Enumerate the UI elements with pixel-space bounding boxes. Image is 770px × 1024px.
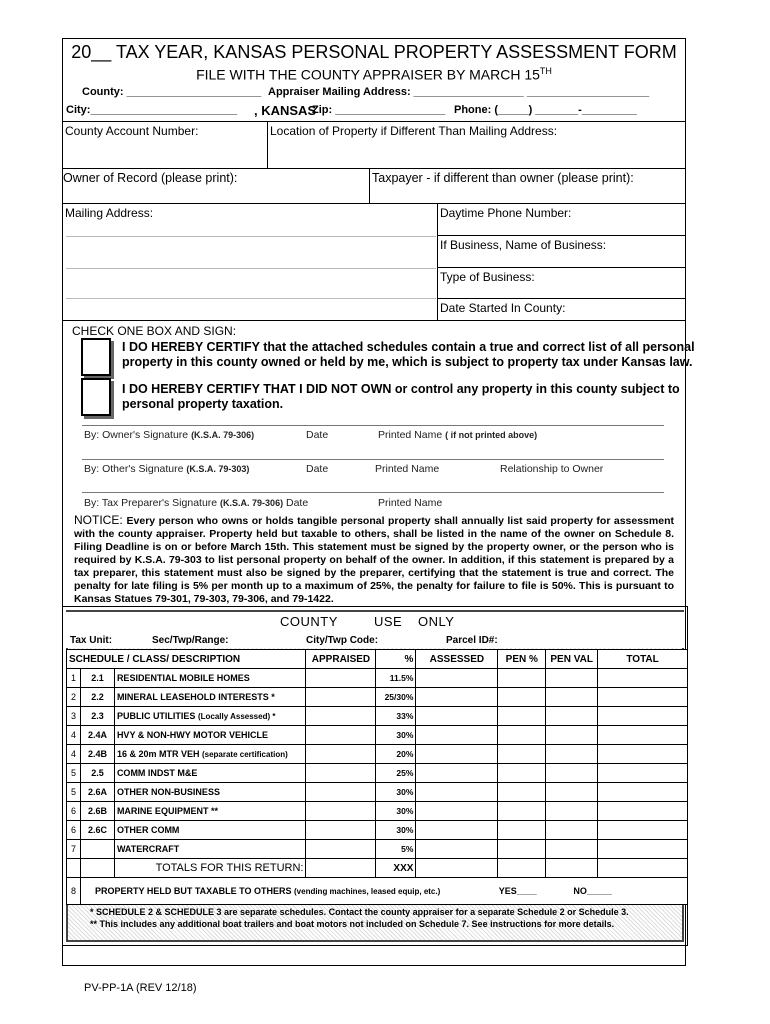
appraised-cell[interactable] bbox=[306, 688, 376, 707]
row-desc bbox=[114, 840, 306, 859]
schedule-row bbox=[67, 669, 688, 688]
row-num: 5 bbox=[67, 783, 81, 802]
assessed-cell[interactable] bbox=[416, 783, 498, 802]
notice-text: NOTICE: Every person who owns or holds tangible personal property shall annually list said property for assessment with the county appraiser. Property held but taxable to others, shall be listed in the name of the owner on Schedule 8. Filing Deadline is on or before March 15th. This statement must be signed by the property owner, or the person who is required by K.S.A. 79-303 to list personal property on behalf of the owner. In addition, if this statement is prepared by a tax preparer, this statement must also be signed by the preparer, certifying that the statement is true and correct. The penalty for late filing is 5% per month up to a maximum of 25%, the penalty for failure to file is 50%. This is pursuant to Kansas Statues 79-301, 79-303, 79-306, and 79-1422. bbox=[74, 513, 674, 605]
row-desc-text: RESIDENTIAL MOBILE HOMES bbox=[116, 673, 250, 683]
total-cell[interactable] bbox=[598, 669, 688, 688]
pen-val-cell[interactable] bbox=[546, 783, 598, 802]
owner-date-label: Date bbox=[306, 429, 329, 441]
owner-signature-label: By: Owner's Signature (K.S.A. 79-306) bbox=[84, 429, 255, 441]
pen-val-cell[interactable] bbox=[546, 821, 598, 840]
row-num: 6 bbox=[67, 802, 81, 821]
appraised-cell[interactable] bbox=[306, 802, 376, 821]
pen-pct-cell[interactable] bbox=[498, 669, 546, 688]
city-twp-label: City/Twp Code: bbox=[306, 635, 379, 646]
pen-val-cell[interactable] bbox=[546, 802, 598, 821]
row-num: 7 bbox=[67, 840, 81, 859]
appraised-total[interactable] bbox=[306, 859, 376, 878]
pen-pct-cell[interactable] bbox=[498, 802, 546, 821]
row-desc bbox=[114, 688, 306, 707]
owner-of-record-field[interactable] bbox=[62, 168, 370, 204]
pen-val-cell[interactable] bbox=[546, 745, 598, 764]
pen-val-cell[interactable] bbox=[546, 726, 598, 745]
pct-cell: 33% bbox=[376, 707, 416, 726]
pen-val-cell[interactable] bbox=[546, 840, 598, 859]
taxpayer-field[interactable] bbox=[369, 168, 686, 204]
assessed-total[interactable] bbox=[416, 859, 498, 878]
row-desc-text: OTHER COMM bbox=[116, 825, 180, 835]
schedule-row bbox=[67, 821, 688, 840]
row-desc bbox=[114, 764, 306, 783]
row-desc bbox=[114, 783, 306, 802]
row-desc-text: MARINE EQUIPMENT ** bbox=[116, 806, 218, 816]
sec-twp-label: Sec/Twp/Range: bbox=[152, 635, 229, 646]
row-desc bbox=[114, 726, 306, 745]
col-header: PEN VAL bbox=[546, 650, 598, 669]
zip-label[interactable]: Zip: __________________ bbox=[312, 104, 446, 116]
assessed-cell[interactable] bbox=[416, 821, 498, 840]
location-field[interactable] bbox=[267, 121, 686, 169]
form-subtitle: FILE WITH THE COUNTY APPRAISER BY MARCH 15TH bbox=[196, 66, 552, 83]
row-code: 2.6A bbox=[80, 783, 114, 802]
form-title: 20__ TAX YEAR, KANSAS PERSONAL PROPERTY ASSESSMENT FORM bbox=[71, 42, 677, 62]
row-desc-text: COMM INDST M&E bbox=[116, 768, 198, 778]
pct-cell: 30% bbox=[376, 726, 416, 745]
county-use-word: ONLY bbox=[418, 614, 455, 629]
assessed-cell[interactable] bbox=[416, 745, 498, 764]
row-8 bbox=[67, 878, 688, 905]
schedule-table bbox=[66, 649, 688, 905]
other-signature-label: By: Other's Signature (K.S.A. 79-303) bbox=[84, 463, 250, 475]
county-use-word: USE bbox=[374, 614, 403, 629]
total-cell[interactable] bbox=[598, 688, 688, 707]
totals-label: TOTALS FOR THIS RETURN: bbox=[114, 859, 306, 878]
other-date-label: Date bbox=[306, 463, 329, 475]
appraised-cell[interactable] bbox=[306, 821, 376, 840]
row-desc bbox=[114, 821, 306, 840]
address-line bbox=[66, 298, 436, 299]
col-header: % bbox=[376, 650, 416, 669]
pct-cell: 25% bbox=[376, 764, 416, 783]
pen-pct-cell[interactable] bbox=[498, 745, 546, 764]
row-num: 6 bbox=[67, 821, 81, 840]
row8-no[interactable]: NO_____ bbox=[573, 886, 612, 896]
check-one-instruction: CHECK ONE BOX AND SIGN: bbox=[72, 324, 237, 338]
col-header: APPRAISED bbox=[306, 650, 376, 669]
row8-yes[interactable]: YES____ bbox=[498, 886, 537, 896]
row-desc-text: HVY & NON-HWY MOTOR VEHICLE bbox=[116, 730, 268, 740]
schedule-row bbox=[67, 802, 688, 821]
date-started-field[interactable] bbox=[437, 298, 686, 321]
business-type-field[interactable] bbox=[437, 267, 686, 299]
row-desc-text: MINERAL LEASEHOLD INTERESTS * bbox=[116, 692, 275, 702]
col-header: PEN % bbox=[498, 650, 546, 669]
owner-printed-name-label: Printed Name ( if not printed above) bbox=[378, 429, 538, 441]
kansas-label: , KANSAS bbox=[254, 103, 317, 118]
location-label: Location of Property if Different Than Mailing Address: bbox=[270, 124, 558, 138]
row8-text: PROPERTY HELD BUT TAXABLE TO OTHERS bbox=[94, 886, 294, 896]
row-desc bbox=[114, 745, 306, 764]
address-line bbox=[66, 236, 436, 237]
appraised-cell[interactable] bbox=[306, 707, 376, 726]
row8-cell bbox=[80, 878, 687, 905]
business-type-label: Type of Business: bbox=[440, 270, 535, 284]
pen-pct-cell[interactable] bbox=[498, 688, 546, 707]
phone-label[interactable]: Phone: (_____) _______-_________ bbox=[454, 104, 637, 116]
pen-val-cell[interactable] bbox=[546, 707, 598, 726]
pct-cell: 5% bbox=[376, 840, 416, 859]
schedule-row bbox=[67, 840, 688, 859]
row-desc-text: OTHER NON-BUSINESS bbox=[116, 787, 220, 797]
row-code: 2.6C bbox=[80, 821, 114, 840]
pen-pct-cell[interactable] bbox=[498, 840, 546, 859]
pen-val-cell[interactable] bbox=[546, 764, 598, 783]
appraised-cell[interactable] bbox=[306, 745, 376, 764]
row-num: 1 bbox=[67, 669, 81, 688]
assessed-cell[interactable] bbox=[416, 802, 498, 821]
row-desc-text: 16 & 20m MTR VEH bbox=[116, 749, 202, 759]
row-code: 2.3 bbox=[80, 707, 114, 726]
row-code: 2.6B bbox=[80, 802, 114, 821]
total-cell[interactable] bbox=[598, 707, 688, 726]
col-header: SCHEDULE / CLASS/ DESCRIPTION bbox=[67, 650, 306, 669]
certify-own-text: I DO HEREBY CERTIFY that the attached schedules contain a true and correct list of all personal property in this county owned or held by me, which is subject to property tax under Kansas law. bbox=[122, 340, 695, 369]
date-started-label: Date Started In County: bbox=[440, 301, 566, 315]
grand-total[interactable] bbox=[598, 859, 688, 878]
daytime-phone-field[interactable] bbox=[437, 203, 686, 236]
county-use-word: COUNTY bbox=[280, 614, 338, 629]
total-cell[interactable] bbox=[598, 783, 688, 802]
certify-not-own-text: I DO HEREBY CERTIFY THAT I DID NOT OWN or control any property in this county subject to personal property taxation. bbox=[122, 382, 680, 411]
row-desc-text: PUBLIC UTILITIES bbox=[116, 711, 198, 721]
mailing-address-label: Mailing Address: bbox=[65, 206, 154, 220]
row-code: 2.1 bbox=[80, 669, 114, 688]
pen-pct-cell[interactable] bbox=[498, 726, 546, 745]
row-desc bbox=[114, 707, 306, 726]
total-cell[interactable] bbox=[598, 821, 688, 840]
certify-not-own-checkbox[interactable] bbox=[81, 378, 111, 416]
form-revision: PV-PP-1A (REV 12/18) bbox=[84, 982, 197, 994]
business-name-field[interactable] bbox=[437, 235, 686, 268]
owner-of-record-label: Owner of Record (please print): bbox=[63, 171, 238, 185]
row-desc-note: (separate certification) bbox=[201, 750, 288, 759]
parcel-id-label: Parcel ID#: bbox=[446, 635, 498, 646]
pct-cell: 20% bbox=[376, 745, 416, 764]
pct-cell: 11.5% bbox=[376, 669, 416, 688]
pct-cell: 25/30% bbox=[376, 688, 416, 707]
row-num: 4 bbox=[67, 745, 81, 764]
col-header: TOTAL bbox=[598, 650, 688, 669]
assessed-cell[interactable] bbox=[416, 669, 498, 688]
col-header: ASSESSED bbox=[416, 650, 498, 669]
pct-cell: 30% bbox=[376, 821, 416, 840]
total-cell[interactable] bbox=[598, 745, 688, 764]
mailing-address-field[interactable] bbox=[62, 203, 438, 321]
pct-cell: 30% bbox=[376, 802, 416, 821]
schedule-row bbox=[67, 764, 688, 783]
business-name-label: If Business, Name of Business: bbox=[440, 238, 607, 252]
row-desc-text: WATERCRAFT bbox=[116, 844, 180, 854]
row-num: 3 bbox=[67, 707, 81, 726]
preparer-printed-name-label: Printed Name bbox=[378, 497, 443, 509]
county-account-field[interactable] bbox=[62, 121, 268, 169]
appraised-cell[interactable] bbox=[306, 726, 376, 745]
address-line bbox=[66, 268, 436, 269]
assessed-cell[interactable] bbox=[416, 726, 498, 745]
schedule-row bbox=[67, 726, 688, 745]
county-label[interactable]: County: ______________________ bbox=[82, 86, 262, 98]
preparer-signature-label: By: Tax Preparer's Signature (K.S.A. 79-306) Date bbox=[84, 497, 309, 509]
other-signature-line[interactable] bbox=[82, 459, 664, 460]
row-desc bbox=[114, 802, 306, 821]
row-num: 5 bbox=[67, 764, 81, 783]
county-account-label: County Account Number: bbox=[65, 124, 199, 138]
row-num: 4 bbox=[67, 726, 81, 745]
owner-signature-line[interactable] bbox=[82, 425, 664, 426]
assessed-cell[interactable] bbox=[416, 764, 498, 783]
schedule-row bbox=[67, 707, 688, 726]
preparer-signature-line[interactable] bbox=[82, 492, 664, 493]
pen-pct-cell[interactable] bbox=[498, 764, 546, 783]
totals-xxx: XXX bbox=[376, 859, 416, 878]
total-cell[interactable] bbox=[598, 764, 688, 783]
footnotes: * SCHEDULE 2 & SCHEDULE 3 are separate schedules. Contact the county appraiser for a separate Schedule 2 or Schedule 3. ** This includes any additional boat trailers and boat motors not included on Schedule 7. See instructions for more details. bbox=[90, 907, 629, 929]
daytime-phone-label: Daytime Phone Number: bbox=[440, 206, 572, 220]
row-code: 2.4B bbox=[80, 745, 114, 764]
row-desc-note: (Locally Assessed) * bbox=[197, 712, 276, 721]
appraiser-address-label[interactable]: Appraiser Mailing Address: __________________ ____________________ bbox=[268, 86, 650, 98]
row8-note: (vending machines, leased equip, etc.) bbox=[294, 887, 441, 896]
total-cell[interactable] bbox=[598, 802, 688, 821]
row-desc bbox=[114, 669, 306, 688]
assessed-cell[interactable] bbox=[416, 688, 498, 707]
relationship-label: Relationship to Owner bbox=[500, 463, 604, 475]
total-cell[interactable] bbox=[598, 840, 688, 859]
appraised-cell[interactable] bbox=[306, 783, 376, 802]
row-code bbox=[80, 840, 114, 859]
pen-pct-cell[interactable] bbox=[498, 821, 546, 840]
pen-val-cell[interactable] bbox=[546, 669, 598, 688]
assessed-cell[interactable] bbox=[416, 707, 498, 726]
pen-val-cell[interactable] bbox=[546, 688, 598, 707]
taxpayer-label: Taxpayer - if different than owner (please print): bbox=[372, 171, 634, 185]
pen-pct-cell[interactable] bbox=[498, 707, 546, 726]
pen-pct-cell[interactable] bbox=[498, 783, 546, 802]
row-num: 2 bbox=[67, 688, 81, 707]
assessed-cell[interactable] bbox=[416, 840, 498, 859]
total-cell[interactable] bbox=[598, 726, 688, 745]
other-printed-name-label: Printed Name bbox=[375, 463, 440, 475]
row-code: 2.2 bbox=[80, 688, 114, 707]
totals-row bbox=[67, 859, 688, 878]
tax-unit-label: Tax Unit: bbox=[70, 635, 113, 646]
row-code: 2.4A bbox=[80, 726, 114, 745]
appraised-cell[interactable] bbox=[306, 840, 376, 859]
schedule-row bbox=[67, 688, 688, 707]
schedule-row bbox=[67, 745, 688, 764]
certify-own-checkbox[interactable] bbox=[81, 338, 111, 376]
pct-cell: 30% bbox=[376, 783, 416, 802]
row-num: 8 bbox=[67, 878, 81, 905]
schedule-row bbox=[67, 783, 688, 802]
city-label[interactable]: City:________________________ bbox=[66, 104, 238, 116]
row-code: 2.5 bbox=[80, 764, 114, 783]
appraised-cell[interactable] bbox=[306, 669, 376, 688]
appraised-cell[interactable] bbox=[306, 764, 376, 783]
schedule-header-row bbox=[67, 650, 688, 669]
